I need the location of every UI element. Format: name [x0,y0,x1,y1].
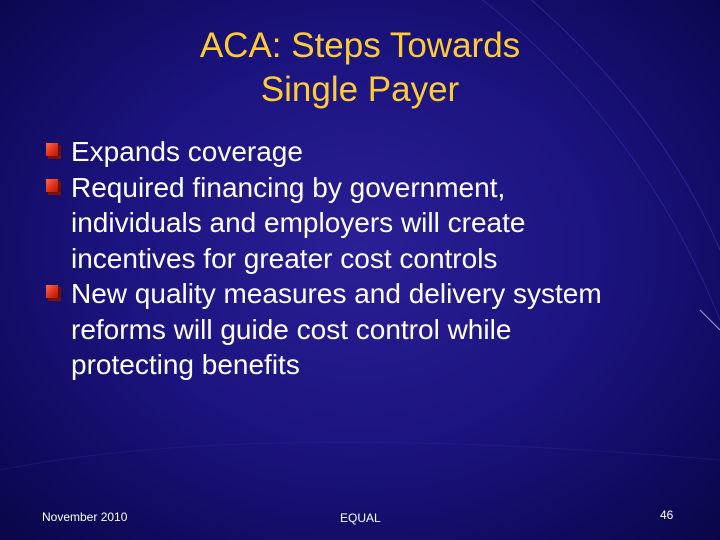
bullet-item-expands-coverage [44,134,694,170]
bullet-text-line: Required financing by government, [71,171,506,203]
bullet-item-quality-measures [44,276,694,383]
footer-date: November 2010 [42,510,128,524]
bullet-list [44,134,694,383]
title-line: ACA: Steps Towards [199,26,521,65]
bullet-text-line: New quality measures and delivery system [71,278,602,309]
bullet-item-required-financing [44,170,694,277]
bullet-text-line: individuals and employers will create [71,207,526,238]
bullet-square-icon [46,285,62,302]
bullet-square-icon [46,143,62,160]
bullet-square-icon [46,179,62,196]
slide-title [60,24,660,112]
footer-page-number: 46 [660,508,674,522]
footer-organization: EQUAL [340,511,381,525]
bullet-text-line: incentives for greater cost controls [71,242,498,274]
bullet-text-line: reforms will guide cost control while [71,313,512,345]
bullet-text-line: Expands coverage [71,136,303,167]
title-line: Single Payer [260,70,460,109]
bullet-text-line: protecting benefits [71,349,300,380]
